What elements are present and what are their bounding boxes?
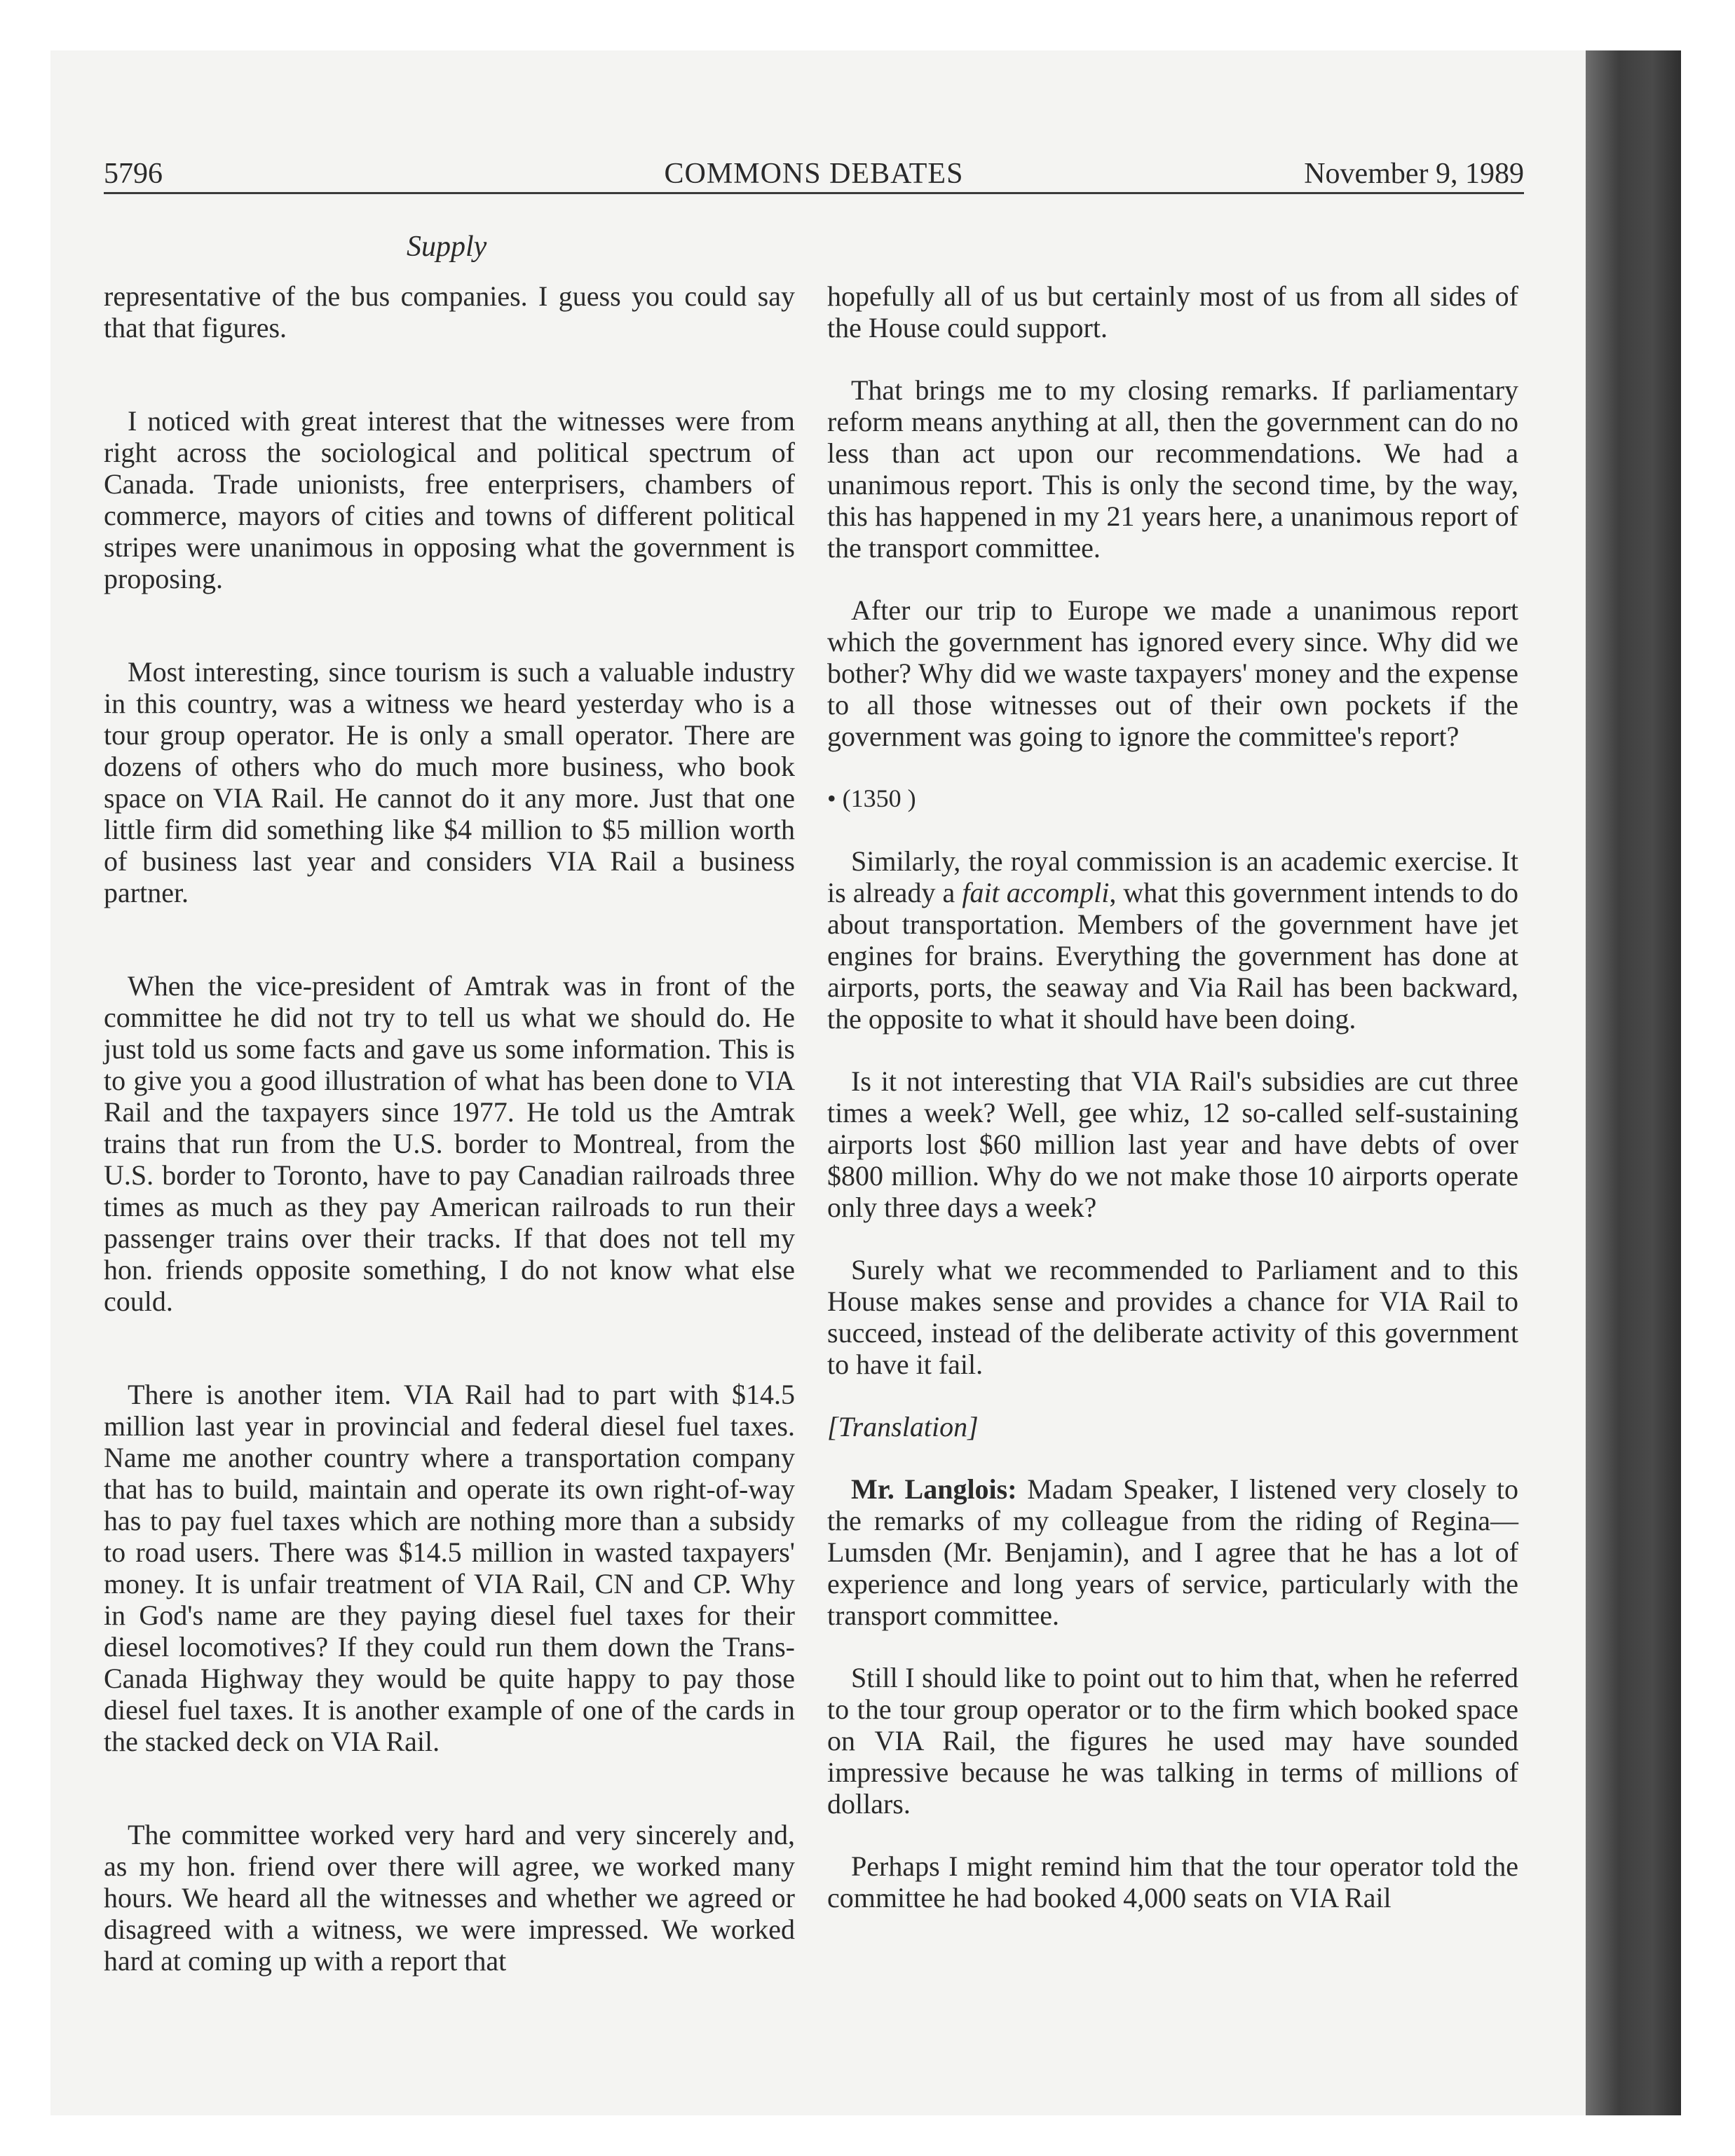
paragraph: Surely what we recommended to Parliament and to this House makes sense and provides a chance for VIA Rail to succeed, instead of the deliberate activity of this government to have it fail. [827, 1254, 1518, 1380]
section-title: Supply [407, 231, 487, 263]
speaker-name: Mr. Langlois: [851, 1473, 1017, 1505]
page-header [104, 150, 1524, 195]
left-column [104, 280, 795, 1977]
paragraph: Most interesting, since tourism is such a valuable industry in this country, was a witness we heard yesterday who is a tour group operator. He is only a small operator. There are dozens of others who do much more business, who book space on VIA Rail. He cannot do it any more. Just that one little firm did something like $4 million to $5 million worth of business last year and considers VIA Rail a business partner. [104, 656, 795, 908]
paragraph [827, 845, 1518, 1035]
page-number: 5796 [104, 158, 163, 190]
time-marker: • (1350 ) [827, 784, 916, 812]
header-date: November 9, 1989 [1304, 158, 1524, 190]
paragraph: There is another item. VIA Rail had to part with $14.5 million last year in provincial and federal diesel fuel taxes. Name me another country where a transportation company that has to build, maintain and operate its own right-of-way has to pay fuel taxes which are nothing more than a subsidy to road users. There was $14.5 million in wasted taxpayers' money. It is unfair treatment of VIA Rail, CN and CP. Why in God's name are they paying diesel fuel taxes for their diesel locomotives? If they could run them down the Trans-Canada Highway they would be quite happy to pay those diesel fuel taxes. It is another example of one of the cards in the stacked deck on VIA Rail. [104, 1379, 795, 1757]
paragraph [827, 1473, 1518, 1631]
italic-phrase: fait accompli [962, 877, 1110, 908]
paragraph-text: , what this government intends to do about transportation. Members of the government have jet engines for brains. Everything the government has done at airports, ports, the seaway and Via Rail has been backward, the opposite to what it should have been doing. [827, 877, 1518, 1035]
paragraph: After our trip to Europe we made a unanimous report which the government has ignored every since. Why did we bother? Why did we waste taxpayers' money and the expense to all those witnesses out of their own pockets if the government was going to ignore the committee's report? [827, 594, 1518, 752]
paragraph: The committee worked very hard and very sincerely and, as my hon. friend over there will agree, we worked many hours. We heard all the witnesses and whether we agreed or disagreed with a witness, we were impressed. We worked hard at coming up with a report that [104, 1819, 795, 1977]
paragraph-text: Similarly, the royal commission is an academic exercise. It is already a [827, 845, 1518, 908]
paragraph: Is it not interesting that VIA Rail's subsidies are cut three times a week? Well, gee whiz, 12 so-called self-sustaining airports lost $60 million last year and have debts of over $800 million. Why do we not make those 10 airports operate only three days a week? [827, 1065, 1518, 1223]
paragraph: hopefully all of us but certainly most of us from all sides of the House could support. [827, 280, 1518, 343]
paragraph: I noticed with great interest that the witnesses were from right across the sociological and political spectrum of Canada. Trade unionists, free enterprisers, chambers of commerce, mayors of cities and towns of different political stripes were unanimous in opposing what the government is proposing. [104, 405, 795, 594]
paragraph: When the vice-president of Amtrak was in front of the committee he did not try to tell us what we should do. He just told us some facts and gave us some information. This is to give you a good illustration of what has been done to VIA Rail and the taxpayers since 1977. He told us the Amtrak trains that run from the U.S. border to Montreal, from the U.S. border to Toronto, have to pay Canadian railroads three times as much as they pay American railroads to run their passenger trains over their tracks. If that does not tell my hon. friends opposite something, I do not know what else could. [104, 970, 795, 1317]
right-column [827, 280, 1518, 1913]
journal-title: COMMONS DEBATES [664, 158, 964, 190]
paragraph: Perhaps I might remind him that the tour operator told the committee he had booked 4,000 seats on VIA Rail [827, 1850, 1518, 1913]
binding-shadow [1586, 50, 1681, 2115]
paragraph: Still I should like to point out to him that, when he referred to the tour group operator or to the firm which booked space on VIA Rail, the figures he used may have sounded impressive because he was talking in terms of millions of dollars. [827, 1662, 1518, 1820]
paragraph: representative of the bus companies. I guess you could say that that figures. [104, 280, 795, 343]
paragraph: That brings me to my closing remarks. If parliamentary reform means anything at all, then the government can do no less than act upon our recommendations. We had a unanimous report. This is only the second time, by the way, this has happened in my 21 years here, a unanimous report of the transport committee. [827, 374, 1518, 564]
paragraph-text: Madam Speaker, I listened very closely to the remarks of my colleague from the riding of Regina—Lumsden (Mr. Benjamin), and I agree that he has a lot of experience and long years of service, particularly with the transport committee. [827, 1473, 1518, 1631]
header-rule [104, 192, 1524, 194]
translation-note: [Translation] [827, 1411, 979, 1442]
